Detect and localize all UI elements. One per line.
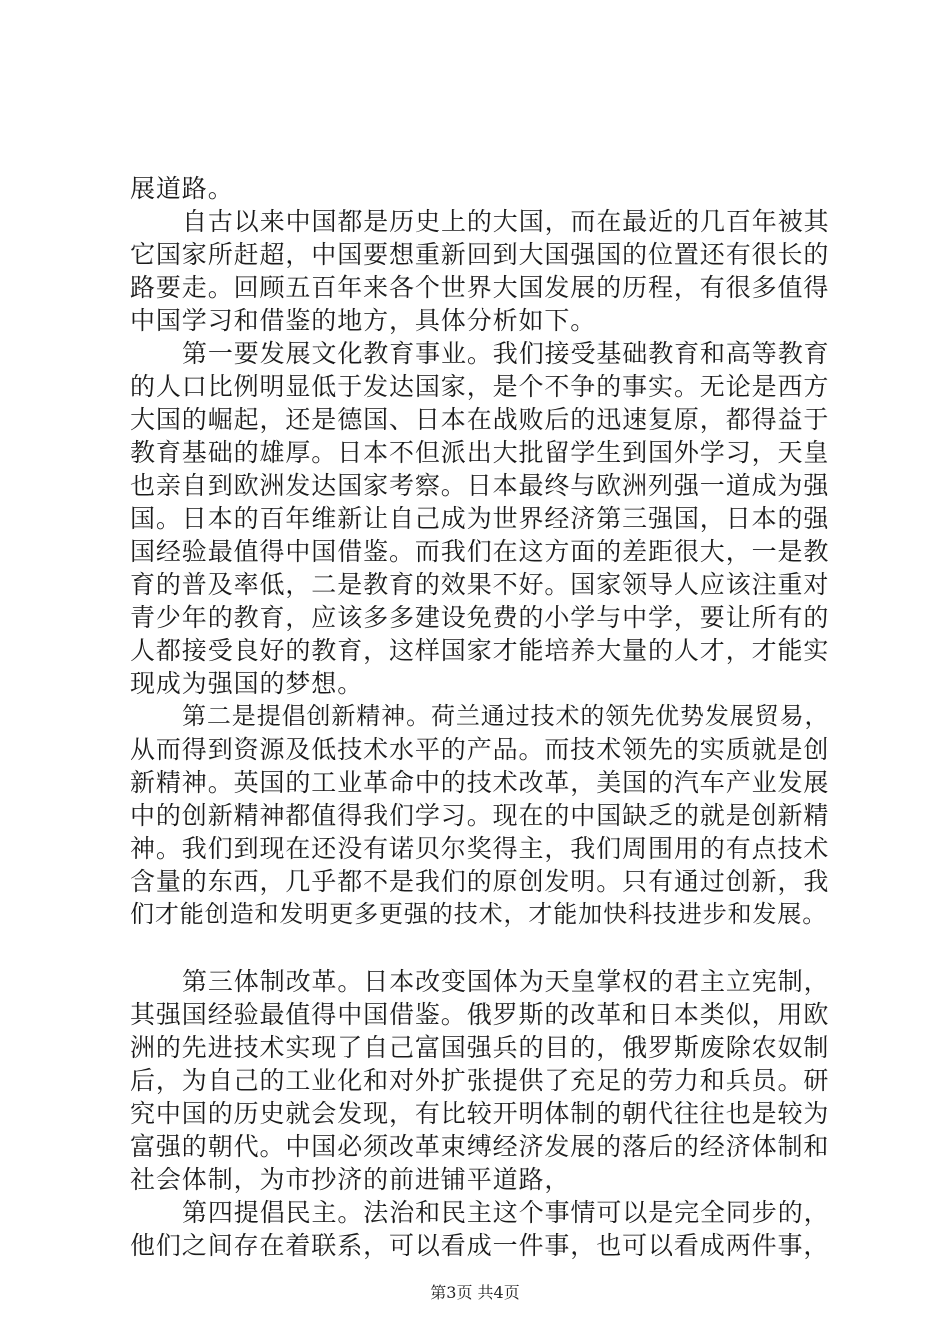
text-line: 从而得到资源及低技术水平的产品。而技术领先的实质就是创 <box>130 735 830 764</box>
text-line: 第二是提倡创新精神。荷兰通过技术的领先优势发展贸易， <box>182 702 830 730</box>
text-line: 新精神。英国的工业革命中的技术改革，美国的汽车产业发展 <box>130 768 830 797</box>
text-line: 自古以来中国都是历史上的大国，而在最近的几百年被其 <box>182 207 830 236</box>
text-line: 大国的崛起，还是德国、日本在战败后的迅速复原，都得益于 <box>130 405 830 434</box>
text-line: 富强的朝代。中国必须改革束缚经济发展的落后的经济体制和 <box>130 1132 830 1161</box>
text-line: 第四提倡民主。法治和民主这个事情可以是完全同步的， <box>182 1198 830 1227</box>
text-line: 展道路。 <box>130 174 234 203</box>
text-line: 青少年的教育，应该多多建设免费的小学与中学，要让所有的 <box>130 603 830 632</box>
text-line: 的人口比例明显低于发达国家，是个不争的事实。无论是西方 <box>130 372 830 401</box>
text-line: 究中国的历史就会发现，有比较开明体制的朝代往往也是较为 <box>130 1099 830 1128</box>
text-line: 后，为自己的工业化和对外扩张提供了充足的劳力和兵员。研 <box>130 1066 830 1095</box>
text-line: 路要走。回顾五百年来各个世界大国发展的历程，有很多值得 <box>130 273 830 302</box>
text-line: 第一要发展文化教育事业。我们接受基础教育和高等教育 <box>182 339 830 368</box>
text-line: 中国学习和借鉴的地方，具体分析如下。 <box>130 306 597 335</box>
text-line: 含量的东西，几乎都不是我们的原创发明。只有通过创新，我 <box>130 867 830 896</box>
text-line: 也亲自到欧洲发达国家考察。日本最终与欧洲列强一道成为强 <box>130 471 830 500</box>
text-line: 现成为强国的梦想。 <box>130 669 364 698</box>
text-line: 中的创新精神都值得我们学习。现在的中国缺乏的就是创新精 <box>130 801 830 830</box>
text-line: 社会体制，为市抄济的前进铺平道路， <box>130 1165 571 1194</box>
text-line: 其强国经验最值得中国借鉴。俄罗斯的改革和日本类似，用欧 <box>130 1000 830 1029</box>
text-line: 国。日本的百年维新让自己成为世界经济第三强国，日本的强 <box>130 504 830 533</box>
text-line: 们才能创造和发明更多更强的技术，才能加快科技进步和发展。 <box>130 900 828 928</box>
text-line: 第三体制改革。日本改变国体为天皇掌权的君主立宪制， <box>182 967 830 996</box>
text-line: 育的普及率低，二是教育的效果不好。国家领导人应该注重对 <box>130 570 830 599</box>
text-line: 洲的先进技术实现了自己富国强兵的目的，俄罗斯废除农奴制 <box>130 1033 830 1062</box>
page-number-footer: 第3页 共4页 <box>430 1283 520 1302</box>
text-line: 它国家所赶超，中国要想重新回到大国强国的位置还有很长的 <box>130 240 830 269</box>
text-line: 他们之间存在着联系，可以看成一件事，也可以看成两件事， <box>130 1231 830 1260</box>
text-line: 国经验最值得中国借鉴。而我们在这方面的差距很大，一是教 <box>130 537 830 566</box>
text-line: 人都接受良好的教育，这样国家才能培养大量的人才，才能实 <box>130 636 830 665</box>
text-line: 教育基础的雄厚。日本不但派出大批留学生到国外学习，天皇 <box>130 438 830 467</box>
text-line: 神。我们到现在还没有诺贝尔奖得主，我们周围用的有点技术 <box>130 834 830 863</box>
